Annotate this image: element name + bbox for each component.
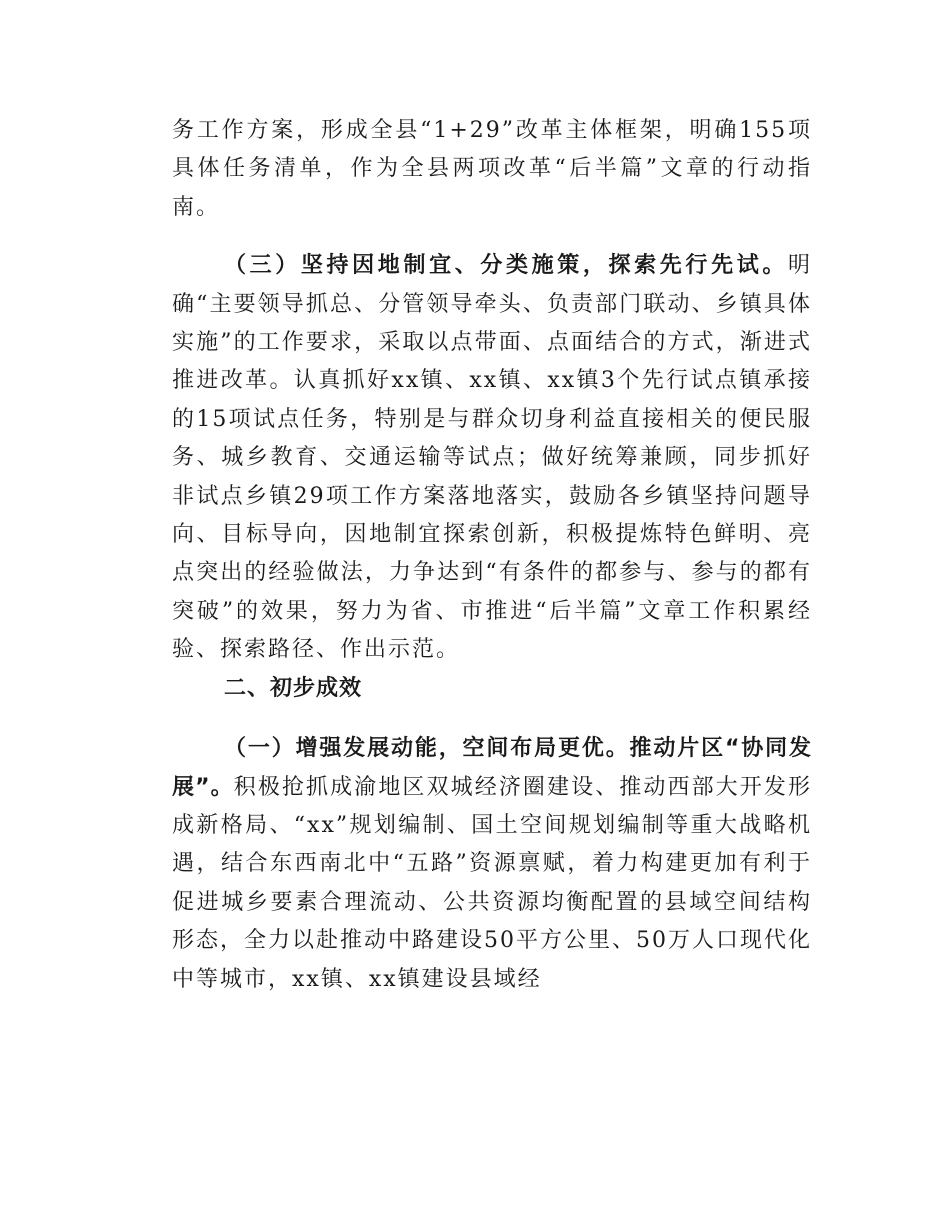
paragraph-continuation <box>172 112 812 227</box>
paragraph-section-one <box>172 730 812 999</box>
paragraph-text: 务工作方案，形成全县“1+29”改革主体框架，明确155项具体任务清单，作为全县两项改革“后半篇”文章的行动指南。 <box>172 118 812 220</box>
paragraph-section-three <box>172 247 812 669</box>
document-body <box>172 112 812 999</box>
paragraph-text: 明确“主要领导抓总、分管领导牵头、负责部门联动、乡镇具体实施”的工作要求，采取以点带面、点面结合的方式，渐进式推进改革。认真抓好xx镇、xx镇、xx镇3个先行试点镇承接的15项试点任务，特别是与群众切身利益直接相关的便民服务、城乡教育、交通运输等试点；做好统筹兼顾，同步抓好非试点乡镇29项工作方案落地落实，鼓励各乡镇坚持问题导向、目标导向，因地制宜探索创新，积极提炼特色鲜明、亮点突出的经验做法，力争达到“有条件的都参与、参与的都有突破”的效果，努力为省、市推进“后半篇”文章工作积累经验、探索路径、作出示范。 <box>172 253 812 663</box>
paragraph-lead-heading: （三）坚持因地制宜、分类施策，探索先行先试。 <box>224 253 788 279</box>
paragraph-lead-heading: （一）增强发展动能，空间布局更优。推动片区“协同发展”。 <box>172 736 812 800</box>
paragraph-text: 积极抢抓成渝地区双城经济圈建设、推动西部大开发形成新格局、“xx”规划编制、国土空间规划编制等重大战略机遇，结合东西南北中“五路”资源禀赋，着力构建更加有利于促进城乡要素合理流动、公共资源均衡配置的县域空间结构形态，全力以赴推动中路建设50平方公里、50万人口现代化中等城市，xx镇、xx镇建设县域经 <box>172 774 812 992</box>
section-heading: 二、初步成效 <box>224 675 363 701</box>
